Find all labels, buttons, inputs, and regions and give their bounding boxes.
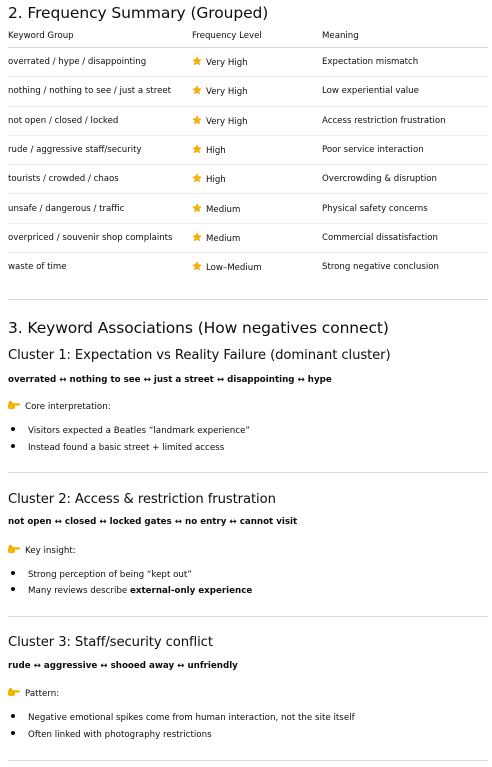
cell-keyword-group: unsafe / dangerous / traffic [8,203,125,214]
star-icon [192,115,202,125]
header-frequency-level: Frequency Level [192,31,262,41]
star-icon [192,232,202,242]
cell-frequency-level [192,144,226,156]
table-row [8,77,488,106]
frequency-level-text: High [206,146,226,157]
bullet [11,427,15,431]
bullet-text: Many reviews describe [28,586,131,596]
list-item [8,730,212,740]
cluster-3-note [8,687,59,699]
cell-keyword-group: not open / closed / locked [8,115,119,126]
star-icon [192,173,202,183]
bullet-text: Negative emotional spikes come from human interaction, not the site itself [28,713,355,723]
bullet [11,587,15,591]
cluster-1-title: Cluster 1: Expectation vs Reality Failure (dominant cluster) [8,348,391,363]
cell-meaning: Poor service interaction [322,145,424,156]
list-item [8,586,252,596]
cell-meaning: Physical safety concerns [322,203,428,214]
table-row [8,48,488,77]
table-row [8,224,488,253]
frequency-table [8,26,488,281]
table-row [8,165,488,194]
frequency-level-text: High [206,175,226,186]
cluster-1-note-label: Core interpretation: [25,402,111,412]
cluster-2-title: Cluster 2: Access & restriction frustration [8,492,276,507]
frequency-level-text: Medium [206,233,241,244]
frequency-level-text: Very High [206,58,248,69]
bullet [11,571,15,575]
divider [8,299,488,300]
list-item [8,443,224,453]
cell-keyword-group: waste of time [8,262,67,273]
bullet [11,444,15,448]
divider [8,616,488,617]
cell-frequency-level [192,56,248,68]
bullet-text: Instead found a basic street + limited access [28,443,225,453]
cell-frequency-level [192,115,248,127]
bullet [11,731,15,735]
cell-keyword-group: overrated / hype / disappointing [8,57,147,68]
header-meaning: Meaning [322,31,359,41]
pointing-hand-icon [8,400,20,410]
list-item [8,426,250,436]
cell-meaning: Overcrowding & disruption [322,174,437,185]
cell-keyword-group: tourists / crowded / chaos [8,174,119,185]
cell-frequency-level [192,232,240,244]
star-icon [192,85,202,95]
table-row [8,194,488,223]
cell-meaning: Commercial dissatisfaction [322,232,438,243]
star-icon [192,203,202,213]
cluster-1-note [8,400,111,412]
cluster-1-chain: overrated ↔ nothing to see ↔ just a street ↔ disappointing ↔ hype [8,375,332,385]
bullet-text: Often linked with photography restrictions [28,730,212,740]
cell-frequency-level [192,85,248,97]
cell-keyword-group: rude / aggressive staff/security [8,145,142,156]
frequency-level-text: Medium [206,204,241,215]
bullet-text-bold: external-only experience [130,586,253,596]
table-row [8,253,488,281]
cell-meaning: Access restriction frustration [322,115,446,126]
cell-keyword-group: overpriced / souvenir shop complaints [8,232,173,243]
bullet-text: Visitors expected a Beatles “landmark experience” [28,426,250,436]
cell-frequency-level [192,173,226,185]
header-keyword-group: Keyword Group [8,31,74,41]
cell-frequency-level [192,203,240,215]
section-title-associations: 3. Keyword Associations (How negatives connect) [8,319,389,337]
cell-meaning: Low experiential value [322,86,419,97]
frequency-level-text: Very High [206,87,248,98]
cluster-3-chain: rude ↔ aggressive ↔ shooed away ↔ unfriendly [8,661,238,671]
table-row [8,136,488,165]
divider [8,760,488,761]
list-item [8,713,355,723]
frequency-level-text: Low–Medium [206,263,262,274]
pointing-hand-icon [8,544,20,554]
cluster-2-note [8,544,76,556]
cluster-2-chain: not open ↔ closed ↔ locked gates ↔ no entry ↔ cannot visit [8,517,298,527]
cluster-3-title: Cluster 3: Staff/security conflict [8,635,213,650]
list-item [8,570,192,580]
cell-meaning: Expectation mismatch [322,57,419,68]
cell-frequency-level [192,261,262,273]
table-header-row [8,26,488,48]
frequency-level-text: Very High [206,116,248,127]
section-title-frequency: 2. Frequency Summary (Grouped) [8,4,269,22]
bullet [11,714,15,718]
star-icon [192,144,202,154]
star-icon [192,56,202,66]
cluster-2-note-label: Key insight: [25,546,76,556]
table-row [8,107,488,136]
cluster-3-note-label: Pattern: [25,689,60,699]
pointing-hand-icon [8,687,20,697]
cell-keyword-group: nothing / nothing to see / just a street [8,86,172,97]
star-icon [192,261,202,271]
bullet-text: Strong perception of being “kept out” [28,570,192,580]
cell-meaning: Strong negative conclusion [322,262,439,273]
divider [8,472,488,473]
